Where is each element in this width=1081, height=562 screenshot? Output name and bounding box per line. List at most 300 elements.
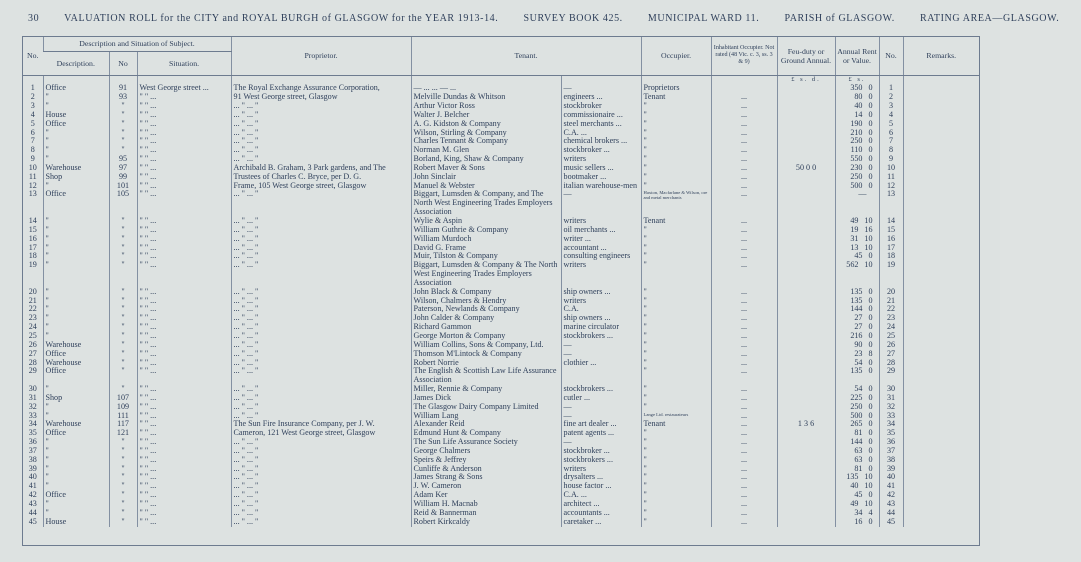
feu-duty (777, 288, 835, 297)
row-number: 29 (28, 366, 37, 376)
occupier: " (641, 288, 711, 297)
situation: " " ... (137, 137, 231, 146)
proprietor: ... " ... " (231, 314, 411, 323)
subject-description: Office (43, 350, 109, 359)
table-row (23, 509, 979, 518)
situation: " " ... (137, 482, 231, 491)
tenant-trade: steel merchants ... (561, 120, 641, 129)
situation: " " ... (137, 217, 231, 226)
inhabitant-occupier: ... (711, 173, 777, 182)
situation: " " ... (137, 120, 231, 129)
table-row (23, 102, 979, 111)
occupier: " (641, 359, 711, 368)
occupier: " (641, 173, 711, 182)
table-row (23, 226, 979, 235)
remarks (903, 182, 979, 191)
street-number: " (109, 244, 137, 253)
remarks (903, 305, 979, 314)
tenant-name: Robert Kirkcaldy (411, 518, 561, 527)
street-number: 99 (109, 173, 137, 182)
tenant-name: Muir, Tilston & Company (411, 252, 561, 261)
table-row (23, 385, 979, 394)
rent-pounds: 63 (854, 454, 863, 464)
feu-duty: 1 3 6 (777, 420, 835, 429)
situation: " " ... (137, 252, 231, 261)
rent-shillings: 0 (868, 410, 873, 420)
feu-duty (777, 447, 835, 456)
rent-shillings: 10 (864, 216, 873, 225)
situation: " " ... (137, 323, 231, 332)
inhabitant-occupier: ... (711, 341, 777, 350)
street-number: 107 (109, 394, 137, 403)
inhabitant-occupier: ... (711, 473, 777, 482)
occupier: Lange Ltd. restaurateurs (641, 412, 711, 421)
feu-duty (777, 332, 835, 341)
feu-duty (777, 403, 835, 412)
situation: " " ... (137, 244, 231, 253)
rent-shillings: 10 (864, 260, 873, 270)
occupier: " (641, 120, 711, 129)
street-number: " (109, 456, 137, 465)
street-number: " (109, 491, 137, 500)
rent-shillings: 0 (868, 366, 873, 376)
rent-shillings: 0 (868, 313, 873, 323)
tenant-trade: writers (561, 261, 641, 288)
remarks (903, 155, 979, 164)
rent-pounds: 23 (854, 348, 863, 358)
proprietor: ... " ... " (231, 456, 411, 465)
feu-duty (777, 429, 835, 438)
rent-pounds: 250 (850, 171, 863, 181)
row-number-right: 11 (879, 173, 903, 182)
proprietor: Frame, 105 West George street, Glasgow (231, 182, 411, 191)
subject-description: Warehouse (43, 341, 109, 350)
row-number-right: 20 (879, 288, 903, 297)
row-number-right: 29 (879, 367, 903, 385)
proprietor: ... " ... " (231, 473, 411, 482)
tenant-trade: architect ... (561, 500, 641, 509)
street-number: " (109, 341, 137, 350)
occupier: Haxton, Macfarlane & Wilson, ore and metal merchants (641, 190, 711, 217)
subject-description: " (43, 412, 109, 421)
occupier: Tenant (641, 420, 711, 429)
row-number: 25 (28, 330, 37, 340)
subject-description: " (43, 332, 109, 341)
subject-description: Warehouse (43, 359, 109, 368)
row-number: 42 (28, 490, 37, 500)
tenant-name: John Sinclair (411, 173, 561, 182)
occupier: " (641, 297, 711, 306)
row-number: 23 (28, 313, 37, 323)
row-number: 15 (28, 224, 37, 234)
page-number: 30 (28, 13, 40, 24)
inhabitant-occupier: ... (711, 146, 777, 155)
row-number-right: 8 (879, 146, 903, 155)
inhabitant-occupier: ... (711, 137, 777, 146)
occupier: " (641, 155, 711, 164)
feu-duty (777, 182, 835, 191)
remarks (903, 367, 979, 385)
rent-pounds: 54 (854, 357, 863, 367)
street-number: 95 (109, 155, 137, 164)
row-number-right: 15 (879, 226, 903, 235)
situation: " " ... (137, 111, 231, 120)
tenant-name: Manuel & Webster (411, 182, 561, 191)
row-number: 19 (28, 260, 37, 270)
situation: " " ... (137, 367, 231, 385)
street-number: " (109, 217, 137, 226)
col-occupier: Occupier. (641, 37, 711, 75)
proprietor: ... " ... " (231, 297, 411, 306)
remarks (903, 509, 979, 518)
occupier: " (641, 350, 711, 359)
feu-duty (777, 323, 835, 332)
tenant-name: Borland, King, Shaw & Company (411, 155, 561, 164)
feu-duty (777, 93, 835, 102)
row-number-right: 42 (879, 491, 903, 500)
situation: " " ... (137, 93, 231, 102)
proprietor: ... " ... " (231, 323, 411, 332)
remarks (903, 359, 979, 368)
situation: " " ... (137, 394, 231, 403)
street-number: " (109, 332, 137, 341)
remarks (903, 438, 979, 447)
remarks (903, 129, 979, 138)
rent-shillings: 0 (868, 118, 873, 128)
table-row (23, 447, 979, 456)
occupier: " (641, 226, 711, 235)
street-number: " (109, 314, 137, 323)
proprietor: ... " ... " (231, 111, 411, 120)
situation: " " ... (137, 429, 231, 438)
situation: " " ... (137, 385, 231, 394)
rent-shillings: 0 (868, 384, 873, 394)
row-number-right: 2 (879, 93, 903, 102)
feu-duty (777, 473, 835, 482)
situation: " " ... (137, 438, 231, 447)
col-remarks: Remarks. (903, 37, 979, 75)
street-number: " (109, 473, 137, 482)
situation: " " ... (137, 456, 231, 465)
occupier: " (641, 491, 711, 500)
tenant-trade: — (561, 403, 641, 412)
proprietor: Cameron, 121 West George street, Glasgow (231, 429, 411, 438)
subject-description: Office (43, 120, 109, 129)
inhabitant-occupier: ... (711, 235, 777, 244)
row-number-right: 40 (879, 473, 903, 482)
subject-description: House (43, 518, 109, 527)
row-number-right: 34 (879, 420, 903, 429)
situation: " " ... (137, 341, 231, 350)
occupier: " (641, 367, 711, 385)
situation: " " ... (137, 491, 231, 500)
occupier: " (641, 102, 711, 111)
situation: " " ... (137, 412, 231, 421)
proprietor: 91 West George street, Glasgow (231, 93, 411, 102)
rent-shillings: 0 (868, 136, 873, 146)
remarks (903, 173, 979, 182)
inhabitant-occupier: ... (711, 226, 777, 235)
feu-duty (777, 244, 835, 253)
tenant-trade: writers (561, 155, 641, 164)
rent-shillings: 0 (868, 419, 873, 429)
rent-shillings: 16 (864, 224, 873, 234)
row-number-right: 37 (879, 447, 903, 456)
inhabitant-occupier: ... (711, 438, 777, 447)
tenant-trade: bootmaker ... (561, 173, 641, 182)
row-number: 35 (28, 428, 37, 438)
table-row (23, 456, 979, 465)
rent-shillings: 0 (868, 339, 873, 349)
rent-pounds: 225 (850, 392, 863, 402)
tenant-trade: C.A. (561, 305, 641, 314)
proprietor: ... " ... " (231, 129, 411, 138)
tenant-name: The Sun Life Assurance Society (411, 438, 561, 447)
subject-description: " (43, 500, 109, 509)
occupier: " (641, 111, 711, 120)
municipal-ward: MUNICIPAL WARD 11. (647, 13, 760, 24)
tenant-name: Melville Dundas & Whitson (411, 93, 561, 102)
situation: " " ... (137, 518, 231, 527)
rent-pounds: 19 (850, 224, 859, 234)
row-number-right: 32 (879, 403, 903, 412)
remarks (903, 403, 979, 412)
street-number: " (109, 288, 137, 297)
col-no-right: No. (879, 37, 903, 75)
remarks (903, 164, 979, 173)
proprietor: ... " ... " (231, 235, 411, 244)
rent-pounds: 40 (854, 101, 863, 111)
situation: " " ... (137, 500, 231, 509)
tenant-trade: — (561, 412, 641, 421)
proprietor: ... " ... " (231, 244, 411, 253)
situation: " " ... (137, 314, 231, 323)
subject-description: " (43, 137, 109, 146)
row-number-right: 36 (879, 438, 903, 447)
tenant-name: Reid & Bannerman (411, 509, 561, 518)
situation: " " ... (137, 305, 231, 314)
tenant-name: George Morton & Company (411, 332, 561, 341)
rent-shillings: 0 (868, 109, 873, 119)
feu-duty (777, 465, 835, 474)
tenant-trade: clothier ... (561, 359, 641, 368)
subject-description: " (43, 447, 109, 456)
proprietor: ... " ... " (231, 217, 411, 226)
subject-description: " (43, 456, 109, 465)
situation: " " ... (137, 146, 231, 155)
situation: " " ... (137, 235, 231, 244)
rent-pounds: 550 (850, 154, 863, 164)
tenant-name: David G. Frame (411, 244, 561, 253)
rent-shillings: 10 (864, 472, 873, 482)
situation: West George street ... (137, 84, 231, 93)
row-number-right: 22 (879, 305, 903, 314)
subject-description: Shop (43, 394, 109, 403)
street-number: " (109, 261, 137, 288)
subject-description: Office (43, 367, 109, 385)
situation: " " ... (137, 403, 231, 412)
subject-description: " (43, 297, 109, 306)
row-number-right: 35 (879, 429, 903, 438)
remarks (903, 341, 979, 350)
street-number: " (109, 305, 137, 314)
row-number: 34 (28, 419, 37, 429)
table-row (23, 482, 979, 491)
rent-pounds: 190 (850, 118, 863, 128)
rent-pounds: 90 (854, 339, 863, 349)
subject-description: " (43, 509, 109, 518)
street-number: " (109, 146, 137, 155)
feu-duty (777, 226, 835, 235)
row-number: 36 (28, 437, 37, 447)
proprietor: ... " ... " (231, 102, 411, 111)
remarks (903, 465, 979, 474)
rent-shillings: 0 (868, 463, 873, 473)
tenant-name: George Chalmers (411, 447, 561, 456)
tenant-trade: C.A. ... (561, 129, 641, 138)
street-number: " (109, 129, 137, 138)
subject-description: Warehouse (43, 164, 109, 173)
rent-shillings: 0 (868, 154, 873, 164)
table-body (23, 84, 979, 526)
table-row (23, 367, 979, 385)
feu-duty: 50 0 0 (777, 164, 835, 173)
proprietor: ... " ... " (231, 155, 411, 164)
situation: " " ... (137, 129, 231, 138)
tenant-trade: caretaker ... (561, 518, 641, 527)
table-row (23, 465, 979, 474)
tenant-trade: C.A. ... (561, 491, 641, 500)
subject-description: " (43, 438, 109, 447)
tenant-name: Walter J. Belcher (411, 111, 561, 120)
row-number-right: 13 (879, 190, 903, 217)
inhabitant-occupier: ... (711, 155, 777, 164)
situation: " " ... (137, 465, 231, 474)
inhabitant-occupier: ... (711, 93, 777, 102)
street-number: 121 (109, 429, 137, 438)
occupier: " (641, 235, 711, 244)
tenant-name: A. G. Kidston & Company (411, 120, 561, 129)
remarks (903, 102, 979, 111)
row-number-right: 3 (879, 102, 903, 111)
inhabitant-occupier: ... (711, 491, 777, 500)
occupier: " (641, 164, 711, 173)
tenant-trade: ship owners ... (561, 314, 641, 323)
roll-title: VALUATION ROLL for the CITY and ROYAL BURGH of GLASGOW for the YEAR 1913-14. (64, 13, 499, 24)
tenant-name: Biggart, Lumsden & Company & The North West Engineering Trades Employers Association (411, 261, 561, 288)
tenant-name: Miller, Rennie & Company (411, 385, 561, 394)
rent-shillings: 0 (868, 180, 873, 190)
rent-pounds: 31 (850, 233, 859, 243)
row-number-right: 45 (879, 518, 903, 527)
remarks (903, 137, 979, 146)
inhabitant-occupier: ... (711, 456, 777, 465)
street-number: " (109, 447, 137, 456)
row-number: 18 (28, 251, 37, 261)
rent-pounds: 34 (854, 507, 863, 517)
rent-pounds: 265 (850, 419, 863, 429)
street-number: " (109, 359, 137, 368)
row-number: 2 (30, 92, 35, 102)
rent-shillings: 0 (868, 304, 873, 314)
row-number: 12 (28, 180, 37, 190)
row-number-right: 9 (879, 155, 903, 164)
rent-shillings: 10 (864, 499, 873, 508)
tenant-name: Alexander Reid (411, 420, 561, 429)
subject-description: Office (43, 190, 109, 217)
feu-duty (777, 102, 835, 111)
rating-area: RATING AREA—GLASGOW. (919, 13, 1060, 24)
street-number: " (109, 297, 137, 306)
rent-shillings: 0 (868, 322, 873, 332)
feu-duty (777, 438, 835, 447)
subject-description: " (43, 465, 109, 474)
street-number: " (109, 465, 137, 474)
row-number-right: 31 (879, 394, 903, 403)
rent-pounds: 54 (854, 384, 863, 394)
remarks (903, 235, 979, 244)
row-number-right: 21 (879, 297, 903, 306)
table-row (23, 164, 979, 173)
table-row (23, 261, 979, 288)
street-number: " (109, 500, 137, 509)
inhabitant-occupier: ... (711, 412, 777, 421)
proprietor: ... " ... " (231, 332, 411, 341)
occupier: " (641, 341, 711, 350)
rent-pounds: 135 (850, 295, 863, 305)
occupier: " (641, 500, 711, 509)
tenant-trade: ship owners ... (561, 288, 641, 297)
table-row (23, 305, 979, 314)
proprietor: ... " ... " (231, 412, 411, 421)
proprietor: ... " ... " (231, 447, 411, 456)
tenant-name: Robert Maver & Sons (411, 164, 561, 173)
table-row (23, 412, 979, 421)
street-number: " (109, 102, 137, 111)
row-number-right: 4 (879, 111, 903, 120)
row-number-right: 28 (879, 359, 903, 368)
row-number: 40 (28, 472, 37, 482)
occupier: " (641, 385, 711, 394)
subject-description: " (43, 252, 109, 261)
row-number: 13 (28, 189, 37, 199)
row-number: 28 (28, 357, 37, 367)
occupier: Tenant (641, 217, 711, 226)
col-proprietor: Proprietor. (231, 37, 411, 75)
feu-duty (777, 341, 835, 350)
street-number: " (109, 518, 137, 527)
rent-shillings: 0 (868, 490, 873, 500)
subject-description: Office (43, 491, 109, 500)
street-number: " (109, 367, 137, 385)
rent-pounds: 45 (854, 251, 863, 261)
inhabitant-occupier: ... (711, 323, 777, 332)
situation: " " ... (137, 359, 231, 368)
inhabitant-occupier: ... (711, 261, 777, 288)
feu-duty (777, 500, 835, 509)
col-no: No. (23, 37, 43, 75)
feu-duty (777, 129, 835, 138)
row-number: 11 (28, 171, 37, 181)
proprietor: ... " ... " (231, 341, 411, 350)
feu-duty (777, 84, 835, 93)
tenant-trade: stockbrokers ... (561, 456, 641, 465)
subject-description: " (43, 102, 109, 111)
subject-description: " (43, 226, 109, 235)
subject-description: " (43, 403, 109, 412)
inhabitant-occupier: ... (711, 420, 777, 429)
tenant-name: James Dick (411, 394, 561, 403)
